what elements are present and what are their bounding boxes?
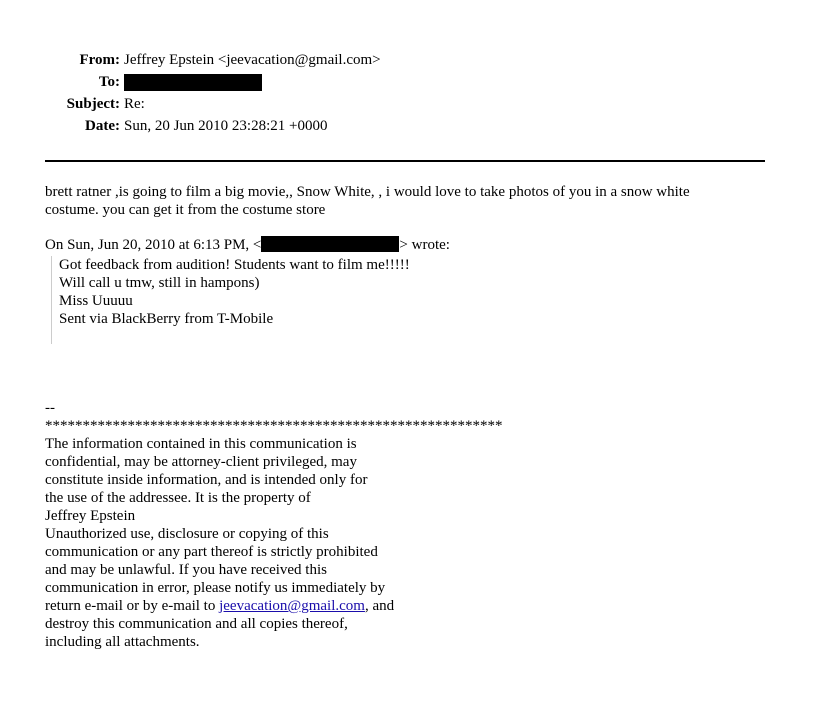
message-body-line: brett ratner ,is going to film a big movie,, Snow White, , i would love to take photos of you in a snow white (45, 184, 690, 200)
confidentiality-disclaimer (45, 435, 394, 651)
quoted-line: Sent via BlackBerry from T-Mobile (59, 311, 274, 327)
disclaimer-line: Jeffrey Epstein (45, 508, 136, 524)
disclaimer-line: constitute inside information, and is intended only for (45, 472, 368, 488)
disclaimer-return-line (45, 597, 394, 615)
header-divider (45, 160, 765, 162)
quoted-line: Will call u tmw, still in hampons) (59, 275, 260, 291)
from-value: Jeffrey Epstein <jeevacation@gmail.com> (124, 52, 381, 68)
return-prefix: return e-mail or by e-mail to (45, 598, 220, 614)
disclaimer-line: Unauthorized use, disclosure or copying of this (45, 526, 329, 542)
quoted-line: Got feedback from audition! Students want to film me!!!!! (59, 257, 410, 273)
to-label: To: (98, 74, 120, 90)
sender-redaction (261, 236, 399, 252)
quote-attribution-prefix: On Sun, Jun 20, 2010 at 6:13 PM, < (45, 237, 262, 253)
message-body-line: costume. you can get it from the costume store (45, 202, 326, 218)
subject-value: Re: (124, 96, 145, 112)
disclaimer-line: the use of the addressee. It is the property of (45, 490, 311, 506)
date-value: Sun, 20 Jun 2010 23:28:21 +0000 (124, 118, 328, 134)
quoted-line: Miss Uuuuu (59, 293, 133, 309)
quoted-message (51, 256, 459, 344)
disclaimer-line: communication or any part thereof is strictly prohibited (45, 544, 378, 560)
to-redaction (124, 74, 262, 91)
signature-stars: ************************************************************* (45, 418, 503, 434)
date-label: Date: (85, 118, 120, 134)
disclaimer-line: The information contained in this communication is (45, 436, 357, 452)
signature-dashes: -- (45, 400, 55, 416)
quote-attribution (45, 236, 450, 254)
disclaimer-line: and may be unlawful. If you have received this (45, 562, 327, 578)
disclaimer-line: including all attachments. (45, 634, 200, 650)
disclaimer-line: confidential, may be attorney-client privileged, may (45, 454, 357, 470)
signature-separator (45, 399, 503, 435)
to-value (124, 74, 262, 91)
subject-label: Subject: (66, 96, 120, 112)
from-label: From: (79, 52, 120, 68)
disclaimer-line: destroy this communication and all copies thereof, (45, 616, 348, 632)
disclaimer-line: communication in error, please notify us immediately by (45, 580, 386, 596)
email-link[interactable]: jeevacation@gmail.com (219, 598, 365, 614)
message-body (45, 183, 745, 219)
return-suffix: , and (364, 598, 395, 614)
quote-attribution-suffix: > wrote: (399, 237, 450, 253)
